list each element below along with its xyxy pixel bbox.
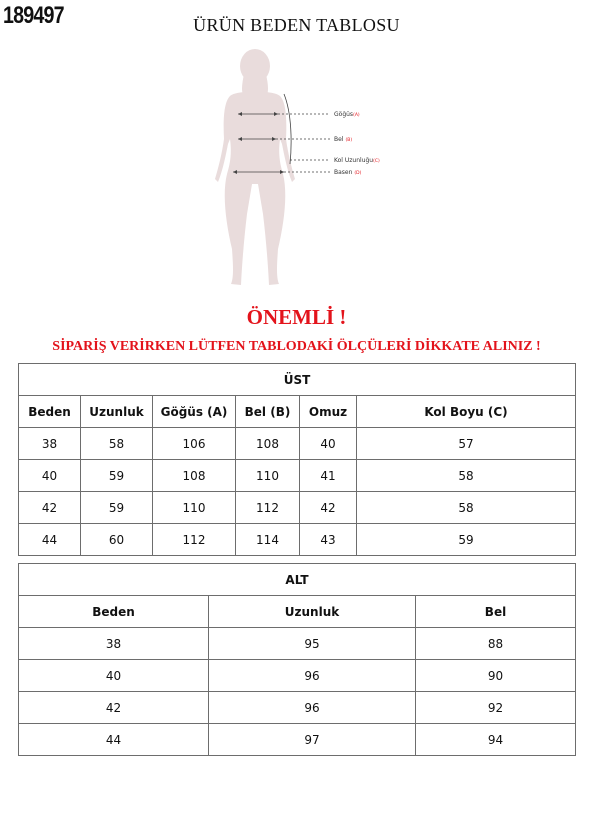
table-cell: 38 — [19, 428, 81, 460]
bottom-size-table — [18, 563, 576, 756]
table-cell: 40 — [300, 428, 357, 460]
column-header: Kol Boyu (C) — [357, 396, 576, 428]
table-row — [19, 460, 576, 492]
table-cell: 110 — [153, 492, 236, 524]
table-cell: 110 — [236, 460, 300, 492]
table-cell: 41 — [300, 460, 357, 492]
table-cell: 40 — [19, 660, 209, 692]
label-bel: Bel (B) — [334, 136, 353, 143]
table-cell: 106 — [153, 428, 236, 460]
table-title-alt: ALT — [19, 564, 576, 596]
table-cell: 58 — [357, 492, 576, 524]
table-cell: 94 — [416, 724, 576, 756]
table-cell: 42 — [19, 492, 81, 524]
table-header-row — [19, 396, 576, 428]
table-cell: 43 — [300, 524, 357, 556]
table-cell: 59 — [81, 492, 153, 524]
table-title-ust: ÜST — [19, 364, 576, 396]
table-cell: 42 — [300, 492, 357, 524]
table-cell: 114 — [236, 524, 300, 556]
table-row — [19, 524, 576, 556]
order-warning: SİPARİŞ VERİRKEN LÜTFEN TABLODAKİ ÖLÇÜLERİ DİKKATE ALINIZ ! — [52, 339, 541, 354]
table-row — [19, 492, 576, 524]
table-cell: 96 — [209, 660, 416, 692]
page-title: ÜRÜN BEDEN TABLOSU — [193, 15, 400, 35]
table-cell: 58 — [81, 428, 153, 460]
table-cell: 40 — [19, 460, 81, 492]
table-cell: 96 — [209, 692, 416, 724]
table-row — [19, 628, 576, 660]
body-measurement-figure — [200, 44, 400, 294]
table-row — [19, 724, 576, 756]
table-cell: 88 — [416, 628, 576, 660]
table-cell: 112 — [236, 492, 300, 524]
important-heading: ÖNEMLİ ! — [246, 305, 347, 329]
column-header: Uzunluk — [209, 596, 416, 628]
column-header: Uzunluk — [81, 396, 153, 428]
body-silhouette — [215, 49, 295, 285]
label-kol-uzunlugu: Kol Uzunluğu(C) — [334, 157, 380, 164]
table-cell: 108 — [236, 428, 300, 460]
product-code: 189497 — [3, 2, 64, 29]
table-cell: 44 — [19, 524, 81, 556]
table-cell: 112 — [153, 524, 236, 556]
column-header: Bel (B) — [236, 396, 300, 428]
table-row — [19, 692, 576, 724]
table-cell: 58 — [357, 460, 576, 492]
table-cell: 90 — [416, 660, 576, 692]
column-header: Beden — [19, 396, 81, 428]
table-cell: 57 — [357, 428, 576, 460]
top-size-table — [18, 363, 576, 556]
label-basen: Basen (D) — [334, 169, 362, 176]
label-gogus: Göğüs(A) — [334, 111, 360, 118]
table-cell: 38 — [19, 628, 209, 660]
column-header: Göğüs (A) — [153, 396, 236, 428]
table-cell: 97 — [209, 724, 416, 756]
table-cell: 42 — [19, 692, 209, 724]
table-cell: 95 — [209, 628, 416, 660]
table-cell: 92 — [416, 692, 576, 724]
table-cell: 108 — [153, 460, 236, 492]
table-header-row — [19, 596, 576, 628]
column-header: Beden — [19, 596, 209, 628]
table-cell: 44 — [19, 724, 209, 756]
column-header: Bel — [416, 596, 576, 628]
table-row — [19, 428, 576, 460]
column-header: Omuz — [300, 396, 357, 428]
table-cell: 59 — [357, 524, 576, 556]
table-row — [19, 660, 576, 692]
table-cell: 60 — [81, 524, 153, 556]
table-cell: 59 — [81, 460, 153, 492]
